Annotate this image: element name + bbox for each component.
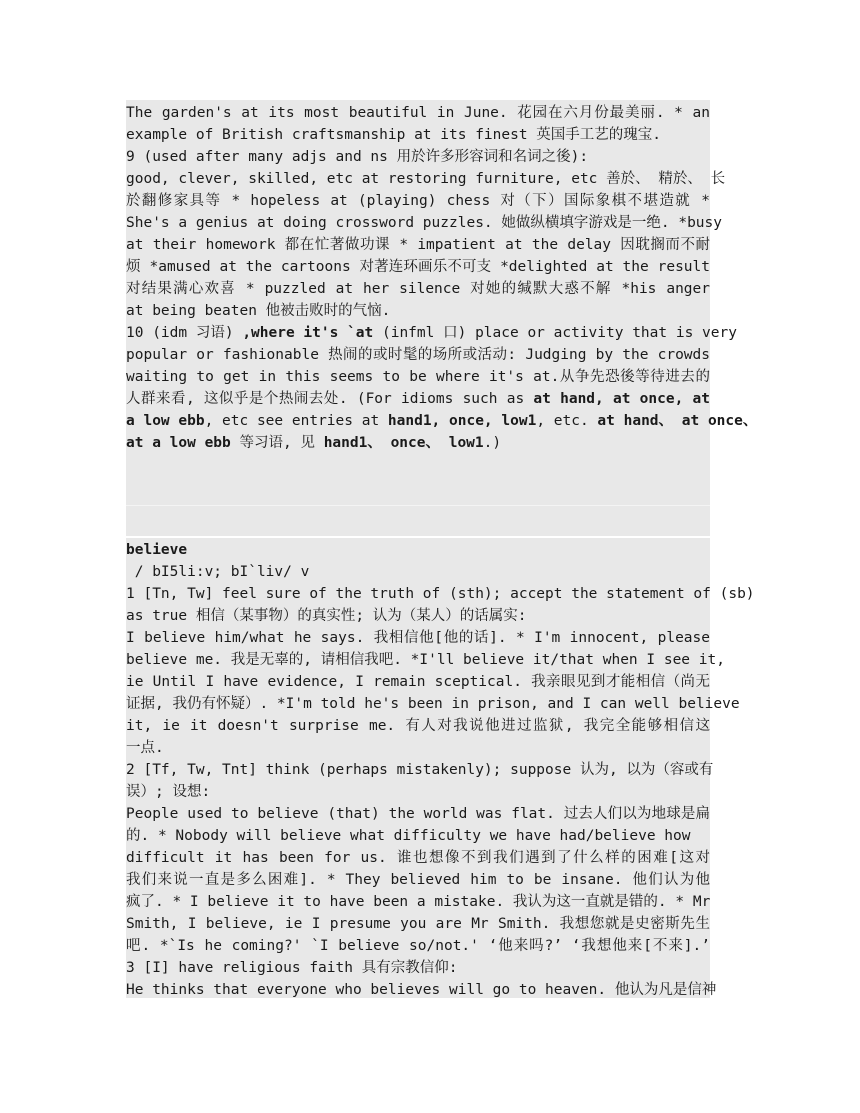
text-line: at being beaten 他被击败时的气恼. [126, 303, 391, 319]
idiom-line: 10 (idm 习语) ,where it's `at (infml 口) place or activity that is very [126, 325, 737, 341]
text-line: waiting to get in this seems to be where it's at.从争先恐後等待进去的 [126, 369, 710, 385]
sense-number-line: 2 [Tf, Tw, Tnt] think (perhaps mistakenly); suppose 认为, 以为（容或有 [126, 762, 714, 778]
text-line: example of British craftsmanship at its finest 英国手工艺的瑰宝. [126, 127, 662, 143]
text-line: 的. * Nobody will believe what difficulty we have had/believe how [126, 828, 691, 844]
text-line: The garden's at its most beautiful in June. 花园在六月份最美丽. * an [126, 105, 710, 121]
divider [126, 505, 710, 506]
text-line: Smith, I believe, ie I presume you are Mr Smith. 我想您就是史密斯先生 [126, 916, 710, 932]
text-line: 对结果满心欢喜 * puzzled at her silence 对她的缄默大惑不解 *his anger [126, 281, 710, 297]
text-line: 我们来说一直是多么困难]. * They believed him to be insane. 他们认为他 [126, 872, 710, 888]
headword: believe [126, 542, 188, 558]
text-line: good, clever, skilled, etc at restoring furniture, etc 善於、 精於、 长 [126, 171, 726, 187]
text-line: 烦 *amused at the cartoons 对著连环画乐不可支 *delighted at the result [126, 259, 710, 275]
entry-at-block [126, 100, 758, 536]
text-line: She's a genius at doing crossword puzzles. 她做纵横填字游戏是一绝. *busy [126, 215, 722, 231]
text-line: difficult it has been for us. 谁也想像不到我们遇到了什么样的困难[这对 [126, 850, 710, 866]
text-line: 误）; 设想: [126, 784, 211, 800]
text-line: popular or fashionable 热闹的或时髦的场所或活动: Judging by the crowds [126, 347, 710, 363]
text-line: 吧. *`Is he coming?' `I believe so/not.' ‘他来吗?’ ‘我想他来[不来].’ [126, 938, 710, 954]
text-line: People used to believe (that) the world was flat. 过去人们以为地球是扁 [126, 806, 710, 822]
text-line: it, ie it doesn't surprise me. 有人对我说他进过监狱, 我完全能够相信这 [126, 718, 710, 734]
text-line: He thinks that everyone who believes will go to heaven. 他认为凡是信神 [126, 982, 717, 998]
text-line: 疯了. * I believe it to have been a mistake. 我认为这一直就是错的. * Mr [126, 894, 711, 910]
text-line: 於翻修家具等 * hopeless at (playing) chess 对（下）国际象棋不堪造就 * [126, 193, 710, 209]
text-line: a low ebb, etc see entries at hand1, once, low1, etc. at hand、 at once、 [126, 413, 758, 429]
sense-number-line: 9 (used after many adjs and ns 用於许多形容词和名词之後): [126, 149, 589, 165]
text-line: believe me. 我是无辜的, 请相信我吧. *I'll believe it/that when I see it, [126, 652, 725, 668]
text-line: 人群来看, 这似乎是个热闹去处. (For idioms such as at hand, at once, at [126, 391, 710, 407]
pronunciation: / bI5li:v; bI`liv/ v [126, 564, 310, 580]
sense-number-line: 1 [Tn, Tw] feel sure of the truth of (sth); accept the statement of (sb) [126, 586, 755, 602]
text-line: at their homework 都在忙著做功课 * impatient at the delay 因耽搁而不耐 [126, 237, 710, 253]
text-line: I believe him/what he says. 我相信他[他的话]. * I'm innocent, please [126, 630, 710, 646]
text-line: ie Until I have evidence, I remain sceptical. 我亲眼见到才能相信（尚无 [126, 674, 710, 690]
text-line: 一点. [126, 740, 164, 756]
text-line: at a low ebb 等习语, 见 hand1、 once、 low1.) [126, 435, 502, 451]
text-line: 证据, 我仍有怀疑）. *I'm told he's been in prison, and I can well believe [126, 696, 740, 712]
sense-number-line: 3 [I] have religious faith 具有宗教信仰: [126, 960, 458, 976]
text-line: as true 相信（某事物）的真实性; 认为（某人）的话属实: [126, 608, 527, 624]
entry-believe-block [126, 538, 755, 998]
